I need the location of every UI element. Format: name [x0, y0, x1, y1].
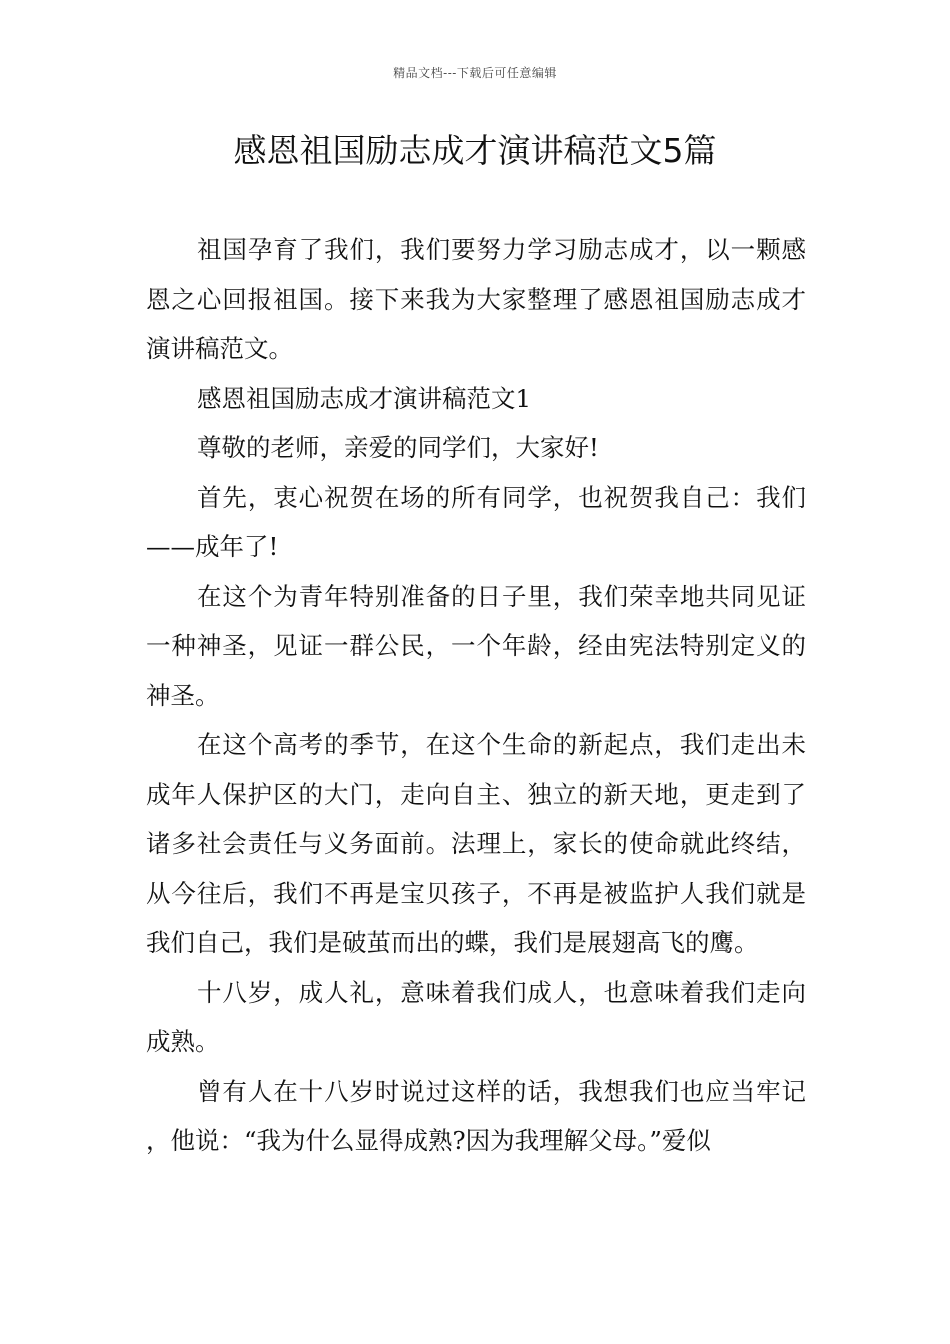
body-paragraph: 首先，衷心祝贺在场的所有同学，也祝贺我自己：我们——成年了! — [146, 482, 806, 561]
body-paragraph: 十八岁，成人礼，意味着我们成人，也意味着我们走向成熟。 — [146, 977, 806, 1056]
body-paragraph: 曾有人在十八岁时说过这样的话，我想我们也应当牢记，他说：“我为什么显得成熟?因为我理解父母。”爱似 — [146, 1076, 806, 1155]
body-paragraph: 在这个高考的季节，在这个生命的新起点，我们走出未成年人保护区的大门，走向自主、独立的新天地，更走到了诸多社会责任与义务面前。法理上，家长的使命就此终结，从今往后，我们不再是宝贝孩子，不再是被监护人我们就是我们自己，我们是破茧而出的蝶，我们是展翅高飞的鹰。 — [146, 730, 806, 957]
document-title: 感恩祖国励志成才演讲稿范文5篇 — [233, 131, 717, 170]
intro-paragraph: 祖国孕育了我们，我们要努力学习励志成才，以一颗感恩之心回报祖国。接下来我为大家整理了感恩祖国励志成才演讲稿范文。 — [146, 235, 806, 363]
document-body — [146, 225, 806, 1166]
body-paragraph: 在这个为青年特别准备的日子里，我们荣幸地共同见证一种神圣，见证一群公民，一个年龄，经由宪法特别定义的神圣。 — [146, 581, 806, 710]
header-note: 精品文档---下载后可任意编辑 — [393, 66, 557, 80]
section-heading: 感恩祖国励志成才演讲稿范文1 — [197, 383, 532, 413]
greeting-paragraph: 尊敬的老师，亲爱的同学们，大家好! — [197, 433, 599, 462]
